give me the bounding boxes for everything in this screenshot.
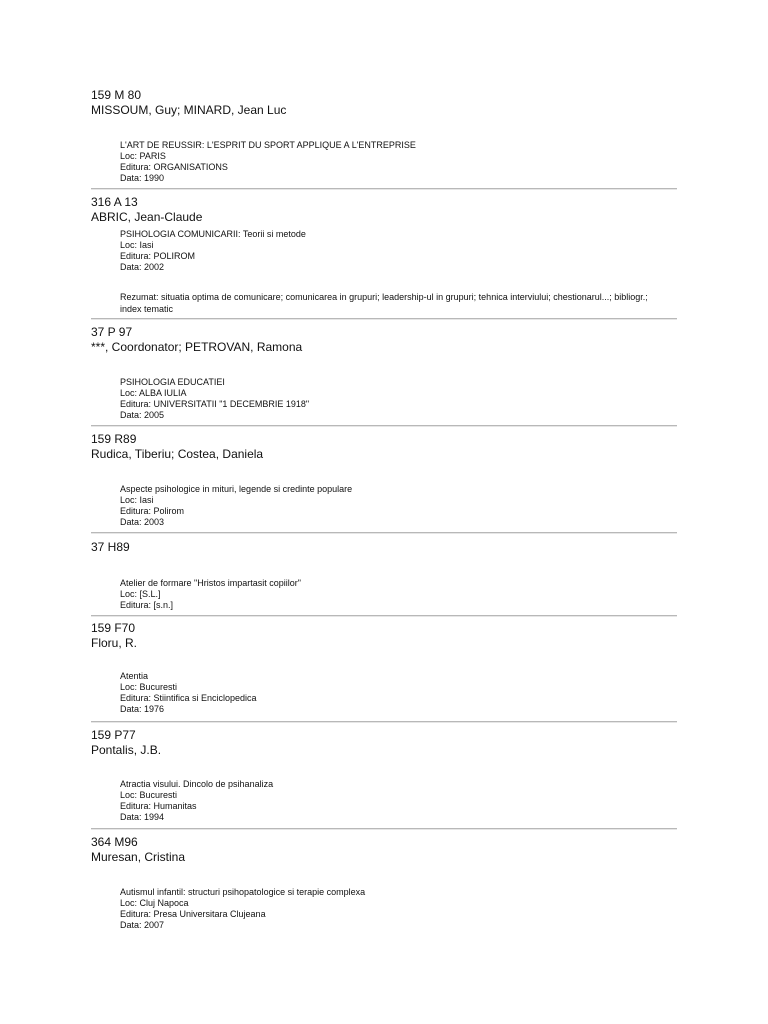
record-details — [120, 140, 676, 184]
call-number: 316 A 13 — [91, 195, 138, 209]
call-number: 159 F70 — [91, 621, 136, 635]
record-details — [120, 578, 676, 611]
record-title: PSIHOLOGIA EDUCATIEI — [120, 377, 225, 387]
catalog-record — [91, 540, 677, 610]
record-title: L'ART DE REUSSIR: L'ESPRIT DU SPORT APPLIQUE A L'ENTREPRISE — [120, 140, 416, 150]
record-date: Data: 1994 — [120, 812, 165, 822]
record-title: Atentia — [120, 671, 149, 681]
call-number: 159 P77 — [91, 728, 136, 742]
record-date: Data: 1976 — [120, 704, 165, 714]
record-title: Aspecte psihologice in mituri, legende si credinte populare — [120, 484, 353, 494]
record-details — [120, 229, 676, 273]
record-location: Loc: Iasi — [120, 495, 154, 505]
record-details — [120, 377, 676, 421]
catalog-record — [91, 621, 677, 714]
record-title: PSIHOLOGIA COMUNICARII: Teorii si metode — [120, 229, 306, 239]
record-publisher: Editura: Humanitas — [120, 801, 197, 811]
record-divider — [91, 188, 677, 190]
record-date: Data: 2007 — [120, 920, 165, 930]
record-date: Data: 2005 — [120, 410, 165, 420]
record-details — [120, 484, 676, 528]
call-number: 364 M96 — [91, 835, 138, 849]
record-author: Floru, R. — [91, 636, 138, 650]
record-publisher: Editura: Presa Universitara Clujeana — [120, 909, 266, 919]
catalog-record — [91, 195, 677, 314]
record-title: Atelier de formare "Hristos impartasit copiilor" — [120, 578, 301, 588]
record-publisher: Editura: POLIROM — [120, 251, 196, 261]
record-author: Pontalis, J.B. — [91, 743, 162, 757]
call-number: 159 M 80 — [91, 88, 142, 102]
catalog-record — [91, 835, 677, 930]
record-author: Rudica, Tiberiu; Costea, Daniela — [91, 447, 264, 461]
record-details — [120, 887, 676, 931]
call-number: 37 P 97 — [91, 325, 133, 339]
call-number: 159 R89 — [91, 432, 137, 446]
record-author: ABRIC, Jean-Claude — [91, 210, 203, 224]
record-title: Atractia visului. Dincolo de psihanaliza — [120, 779, 274, 789]
record-location: Loc: Bucuresti — [120, 682, 178, 692]
record-divider — [91, 425, 677, 427]
record-author: MISSOUM, Guy; MINARD, Jean Luc — [91, 103, 287, 117]
record-divider — [91, 318, 677, 320]
record-publisher: Editura: Polirom — [120, 506, 185, 516]
record-publisher: Editura: UNIVERSITATII "1 DECEMBRIE 1918" — [120, 399, 310, 409]
record-publisher: Editura: [s.n.] — [120, 600, 174, 610]
catalog-record — [91, 432, 677, 527]
record-location: Loc: ALBA IULIA — [120, 388, 187, 398]
record-location: Loc: [S.L.] — [120, 589, 161, 599]
catalog-record — [91, 88, 677, 183]
record-details — [120, 779, 676, 823]
catalog-record — [91, 728, 677, 822]
record-publisher: Editura: ORGANISATIONS — [120, 162, 228, 172]
record-summary: Rezumat: situatia optima de comunicare; comunicarea in grupuri; leadership-ul in grupuri; tehnica interviului; chestionarul...; bibliogr.; index tematic — [120, 292, 648, 314]
record-date: Data: 1990 — [120, 173, 165, 183]
catalog-record — [91, 325, 677, 420]
record-author: ***, Coordonator; PETROVAN, Ramona — [91, 340, 303, 354]
record-author — [91, 555, 677, 570]
record-author: Muresan, Cristina — [91, 850, 186, 864]
record-location: Loc: PARIS — [120, 151, 166, 161]
record-date: Data: 2002 — [120, 262, 165, 272]
record-divider — [91, 828, 677, 830]
call-number: 37 H89 — [91, 540, 130, 554]
record-divider — [91, 532, 677, 534]
record-location: Loc: Bucuresti — [120, 790, 178, 800]
record-title: Autismul infantil: structuri psihopatologice si terapie complexa — [120, 887, 366, 897]
record-publisher: Editura: Stiintifica si Enciclopedica — [120, 693, 257, 703]
record-details — [120, 671, 676, 715]
record-divider — [91, 721, 677, 723]
record-date: Data: 2003 — [120, 517, 165, 527]
record-divider — [91, 615, 677, 617]
record-location: Loc: Cluj Napoca — [120, 898, 189, 908]
record-location: Loc: Iasi — [120, 240, 154, 250]
